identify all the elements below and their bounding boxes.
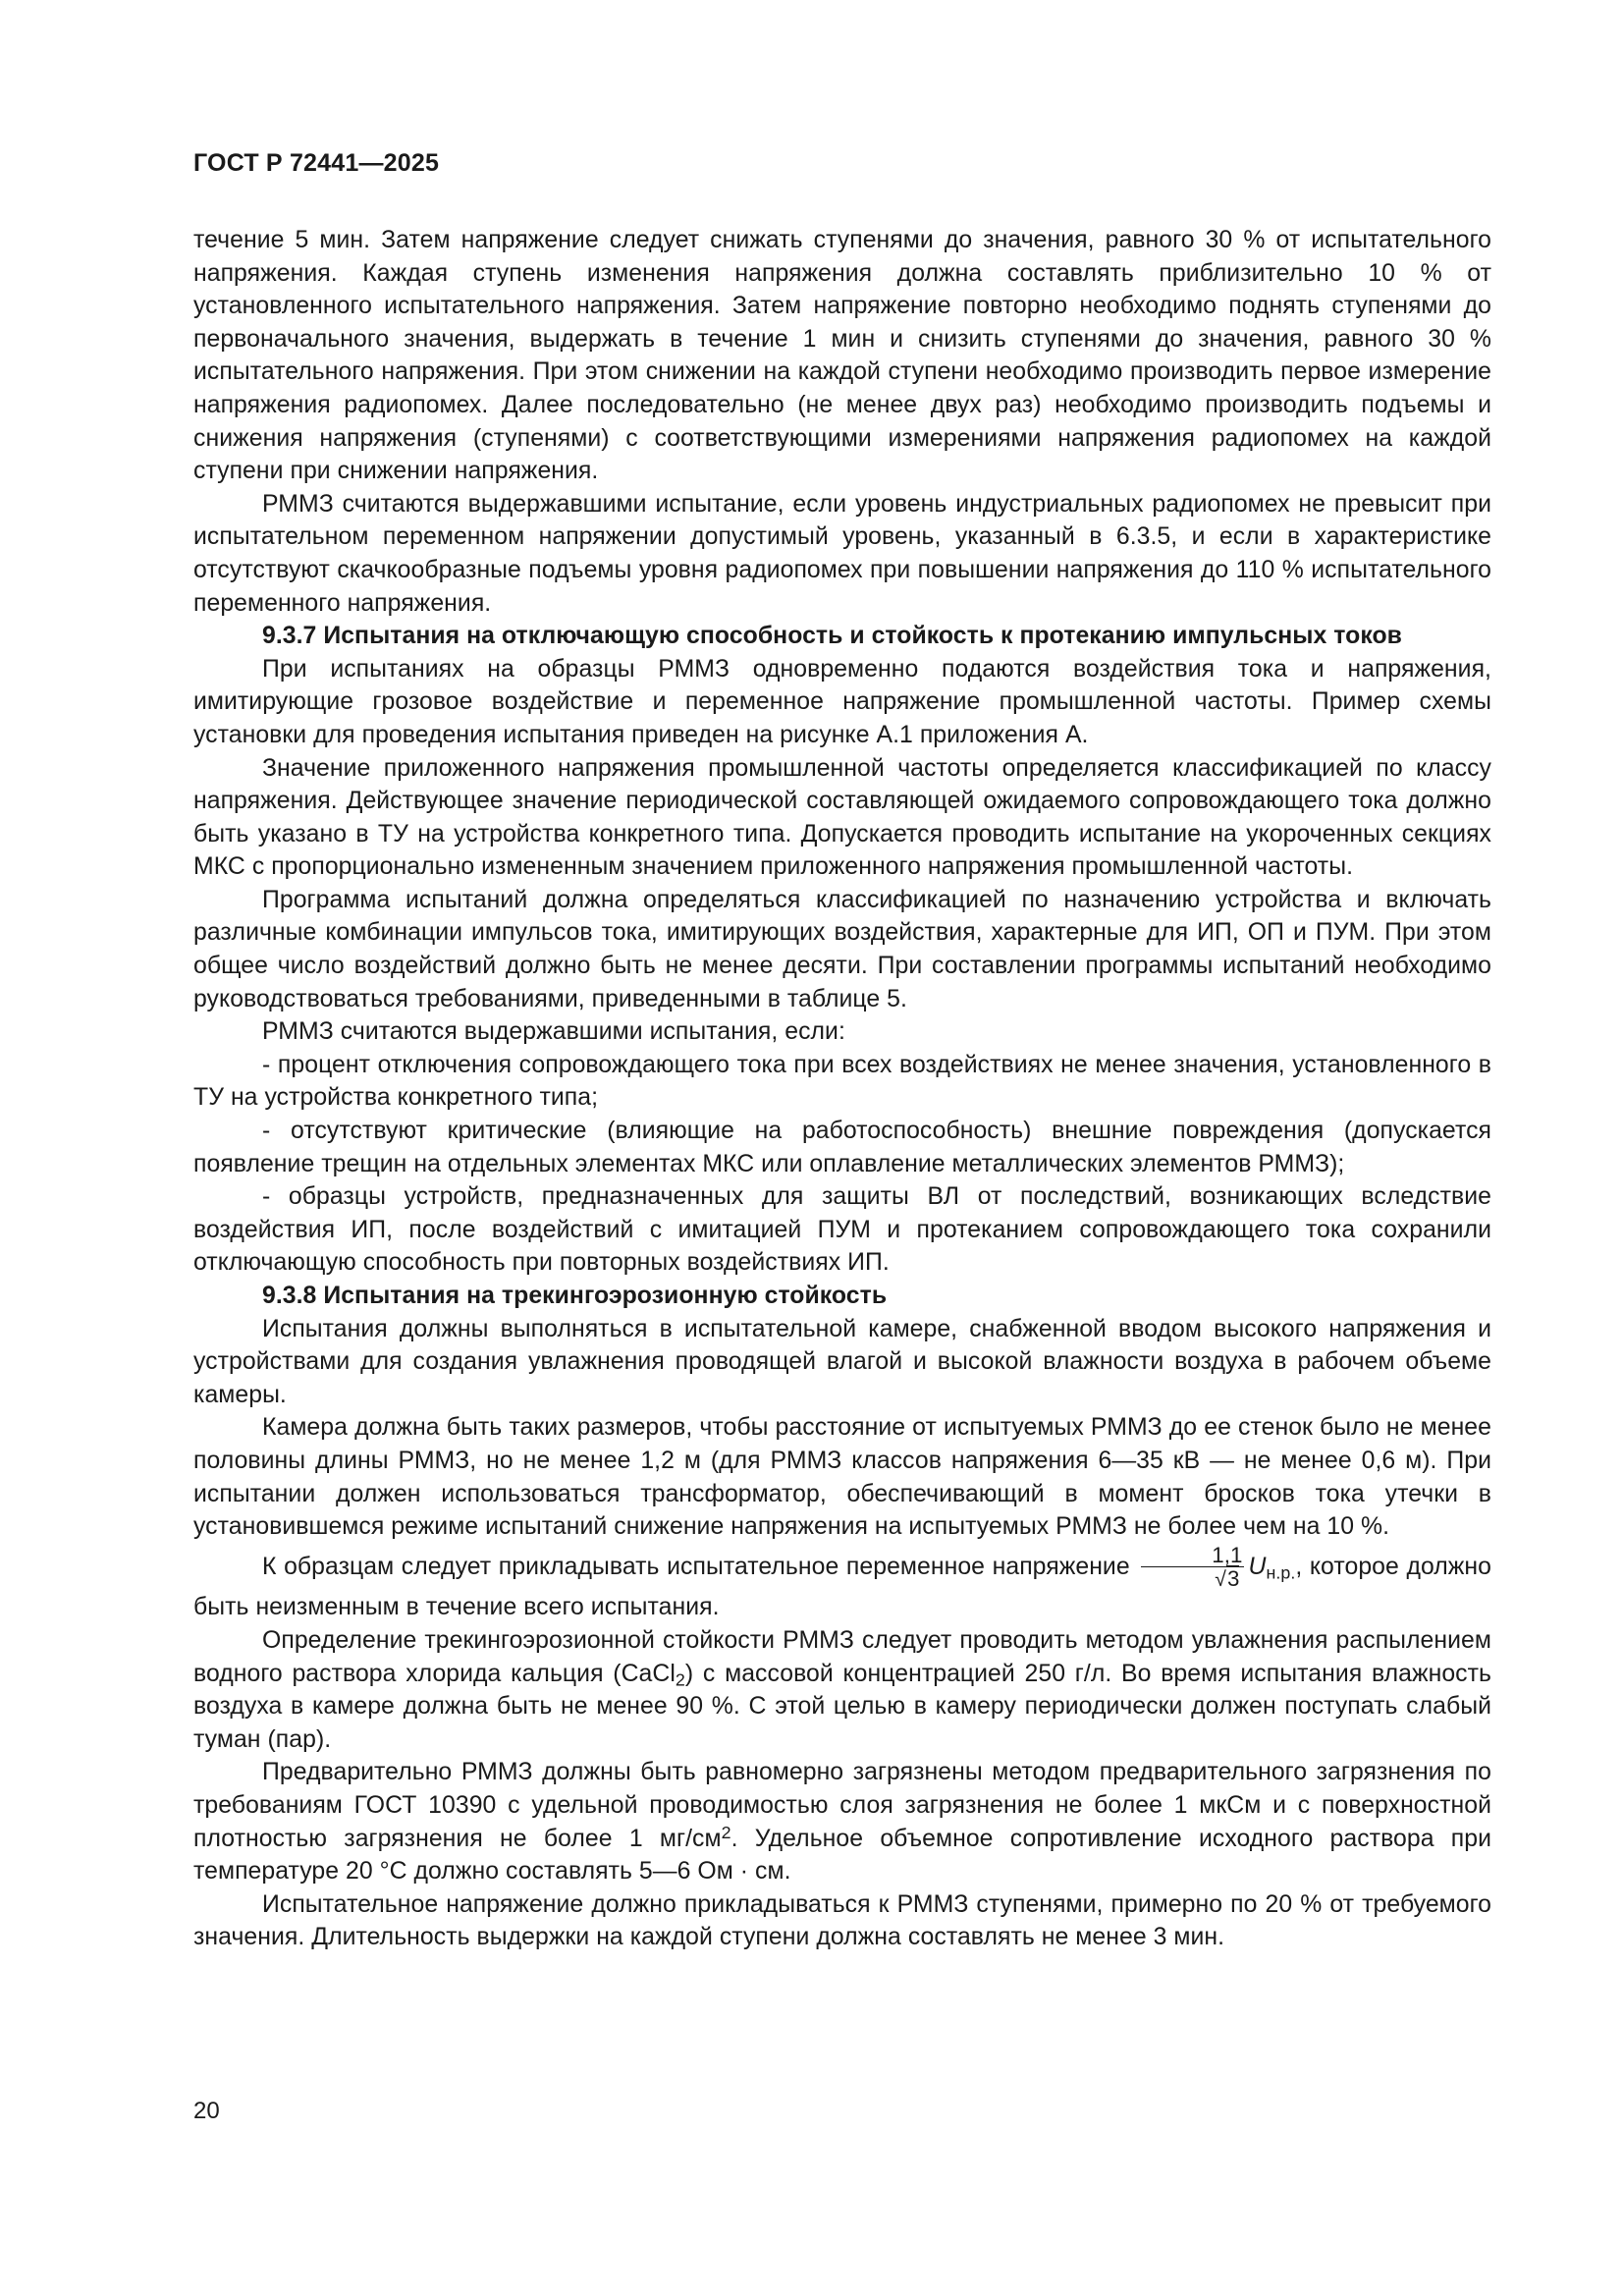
section-heading-9-3-8: 9.3.8 Испытания на трекингоэрозионную стойкость	[262, 1283, 888, 1309]
fraction-numerator: 1,1	[1141, 1544, 1244, 1567]
subscript: 2	[675, 1669, 685, 1690]
text-segment: Предварительно РММЗ должны быть равномерно загрязнены методом предварительного загрязнения по требованиям ГОСТ 10390 с удельной проводимостью слоя загрязнения не более 1 мкСм и с поверхностной плотностью загрязнения не более 1 мг/см	[193, 1759, 1491, 1852]
voltage-symbol: U	[1248, 1553, 1267, 1580]
text-segment: , которое должно быть неизменным в течение всего испытания.	[193, 1553, 1491, 1621]
text-segment: К образцам следует прикладывать испытательное переменное напряжение	[262, 1553, 1130, 1580]
page-number: 20	[193, 2098, 220, 2124]
paragraph: РММЗ считаются выдержавшими испытание, если уровень индустриальных радиопомех не превысит при испытательном переменном напряжении допустимый уровень, указанный в 6.3.5, и если в характеристике отсутствуют скачкообразные подъемы уровня радиопомех при повышении напряжения до 110 % испытательного переменного напряжения.	[193, 490, 1491, 617]
voltage-subscript: н.р.	[1266, 1562, 1296, 1583]
text-segment: . Удельное объемное сопротивление исходного раствора при температуре 20 °С должно составлять 5—6 Ом · см.	[193, 1825, 1491, 1886]
paragraph: Камера должна быть таких размеров, чтобы расстояние от испытуемых РММЗ до ее стенок было не менее половины длины РММЗ, но не менее 1,2 м (для РММЗ классов напряжения 6—35 кВ — не менее 0,6 м). При испытании должен использоваться трансформатор, обеспечивающий в момент бросков тока утечки в установившемся режиме испытаний снижение напряжения на испытуемых РММЗ не более чем на 10 %.	[193, 1414, 1491, 1541]
text-segment: ) с массовой концентрацией 250 г/л. Во время испытания влажность воздуха в камере должна быть не менее 90 %. С этой целью в камеру периодически должен поступать слабый туман (пар).	[193, 1660, 1491, 1753]
paragraph: течение 5 мин. Затем напряжение следует снижать ступенями до значения, равного 30 % от испытательного напряжения. Каждая ступень изменения напряжения должна составлять приблизительно 10 % от установленного испытательного напряжения. Затем напряжение повторно необходимо поднять ступенями до первоначального значения, выдержать в течение 1 мин и снизить ступенями до значения, равного 30 % испытательного напряжения. При этом снижении на каждой ступени необходимо производить первое измерение напряжения радиопомех. Далее последовательно (не менее двух раз) необходимо производить подъемы и снижения напряжения (ступенями) с соответствующими измерениями напряжения радиопомех на каждой ступени при снижении напряжения.	[193, 227, 1491, 485]
section-heading-9-3-7: 9.3.7 Испытания на отключающую способность и стойкость к протеканию импульсных токов	[262, 623, 1402, 650]
paragraph: Значение приложенного напряжения промышленной частоты определяется классификацией по классу напряжения. Действующее значение периодической составляющей ожидаемого сопровождающего тока должно быть указано в ТУ на устройства конкретного типа. Допускается проводить испытание на укороченных секциях МКС с пропорционально измененным значением приложенного напряжения промышленной частоты.	[193, 754, 1491, 881]
document-header: ГОСТ Р 72441—2025	[193, 149, 440, 177]
fraction-formula	[1141, 1544, 1244, 1592]
sqrt-radicand: 3	[1226, 1566, 1240, 1592]
text-segment: Определение трекингоэрозионной стойкости РММЗ следует проводить методом увлажнения распылением водного раствора хлорида кальция (CaCl	[193, 1627, 1491, 1687]
paragraph-formula	[193, 1544, 1491, 1624]
paragraph: При испытаниях на образцы РММЗ одновременно подаются воздействия тока и напряжения, имитирующие грозовое воздействие и переменное напряжение промышленной частоты. Пример схемы установки для проведения испытания приведен на рисунке А.1 приложения А.	[193, 655, 1491, 748]
superscript: 2	[721, 1822, 731, 1842]
list-item: - отсутствуют критические (влияющие на работоспособность) внешние повреждения (допускается появление трещин на отдельных элементах МКС или оплавление металлических элементов РММЗ);	[193, 1118, 1491, 1177]
paragraph: Испытательное напряжение должно прикладываться к РММЗ ступенями, примерно по 20 % от требуемого значения. Длительность выдержки на каждой ступени должна составлять не менее 3 мин.	[193, 1890, 1491, 1951]
paragraph: Испытания должны выполняться в испытательной камере, снабженной вводом высокого напряжения и устройствами для создания увлажнения проводящей влагой и высокой влажности воздуха в рабочем объеме камеры.	[193, 1315, 1491, 1408]
list-item: - образцы устройств, предназначенных для защиты ВЛ от последствий, возникающих вследствие воздействия ИП, после воздействий с имитацией ПУМ и протеканием сопровождающего тока сохранили отключающую способность при повторных воздействиях ИП.	[193, 1183, 1491, 1277]
paragraph	[193, 1624, 1491, 1756]
paragraph: Программа испытаний должна определяться классификацией по назначению устройства и включать различные комбинации импульсов тока, имитирующих воздействия, характерные для ИП, ОП и ПУМ. При этом общее число воздействий должно быть не менее десяти. При составлении программы испытаний необходимо руководствоваться требованиями, приведенными в таблице 5.	[193, 886, 1491, 1012]
document-body	[193, 224, 1491, 1954]
paragraph	[193, 1756, 1491, 1887]
fraction-denominator	[1141, 1567, 1244, 1591]
sqrt-sign: √	[1215, 1568, 1226, 1592]
list-item: - процент отключения сопровождающего тока при всех воздействиях не менее значения, установленного в ТУ на устройства конкретного типа;	[193, 1051, 1491, 1112]
paragraph: РММЗ считаются выдержавшими испытания, если:	[262, 1018, 845, 1046]
